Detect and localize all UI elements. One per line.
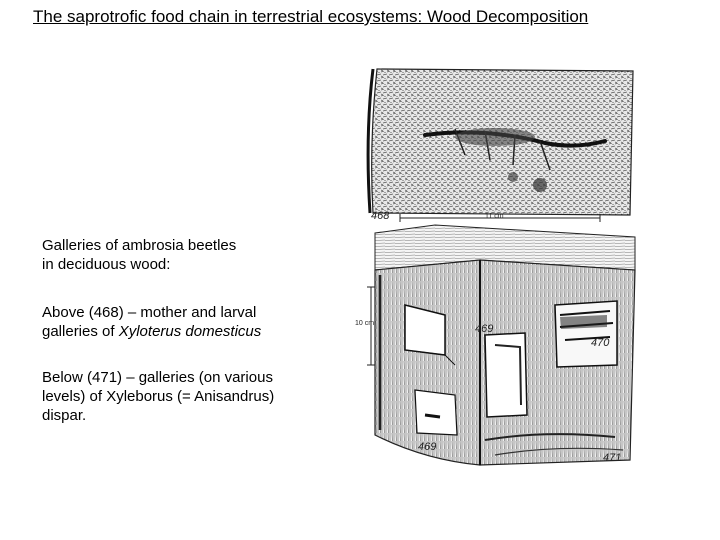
figure-label-469-top: 469 <box>475 323 494 335</box>
figure-label-471: 471 <box>603 452 622 464</box>
wood-galleries-illustration <box>345 65 650 470</box>
caption-intro <box>42 236 342 274</box>
caption-above <box>42 303 342 341</box>
caption-above-line-1: Above (468) – mother and larval <box>42 304 257 321</box>
figure-label-468: 468 <box>371 210 390 222</box>
caption-above-prefix: galleries of <box>42 323 119 340</box>
slide-title: The saprotrofic food chain in terrestrial ecosystems: Wood Decomposition <box>33 7 589 26</box>
species-name: Xyloterus domesticus <box>118 323 262 340</box>
scale-label-side: 10 cm <box>355 320 375 327</box>
bark-piece-468 <box>368 69 633 215</box>
caption-below <box>42 368 342 425</box>
figure-label-469-bottom: 469 <box>418 441 437 453</box>
caption-below-line-1: Below (471) – galleries (on various <box>42 369 273 386</box>
caption-below-line-3: dispar. <box>42 407 87 424</box>
caption-above-line-2 <box>42 322 342 341</box>
figure-label-470: 470 <box>591 337 610 349</box>
caption-intro-line-1: Galleries of ambrosia beetles <box>42 237 237 254</box>
caption-intro-line-2: in deciduous wood: <box>42 256 171 273</box>
caption-below-line-2: levels) of Xyleborus (= Anisandrus) <box>42 388 275 405</box>
scale-label-top: 11 cm <box>485 213 504 220</box>
wood-drawing <box>345 65 650 470</box>
